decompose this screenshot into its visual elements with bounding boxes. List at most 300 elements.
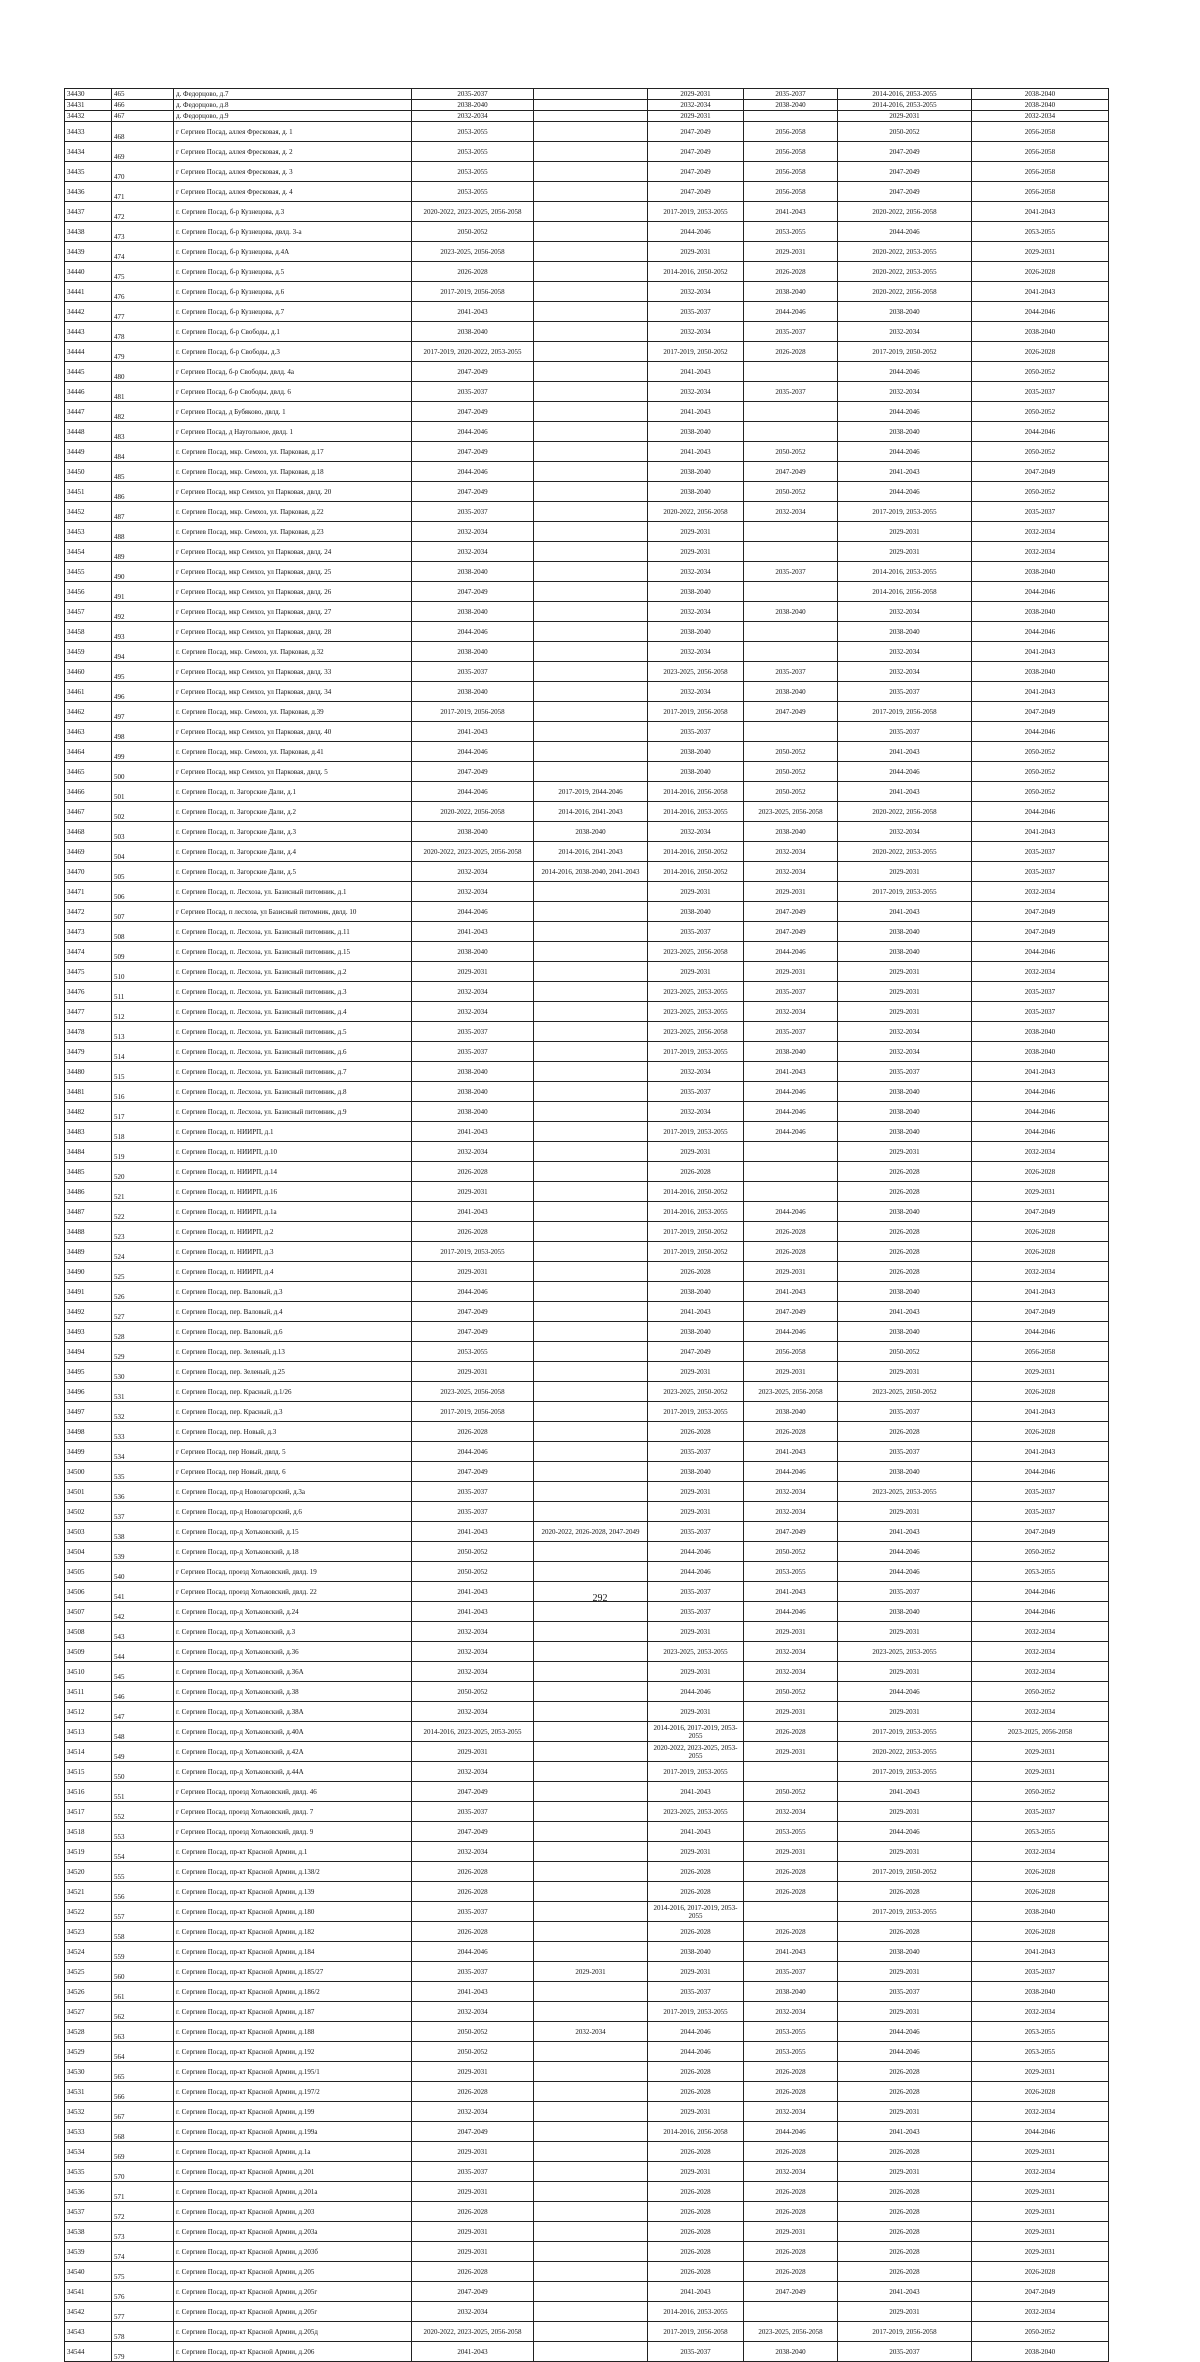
table-cell: 34522 [65, 1902, 112, 1922]
table-cell: 531 [112, 1382, 174, 1402]
table-cell: 471 [112, 182, 174, 202]
table-row [65, 2302, 1109, 2322]
table-cell: 34494 [65, 1342, 112, 1362]
table-cell: 495 [112, 662, 174, 682]
table-cell: 574 [112, 2242, 174, 2262]
table-cell [534, 282, 648, 302]
table-cell [744, 1902, 838, 1922]
table-cell: 2017-2019, 2056-2058 [412, 1402, 534, 1422]
table-cell [534, 2342, 648, 2362]
table-cell: 34520 [65, 1862, 112, 1882]
table-cell: г. Сергиев Посад, пр-д Хотьковский, д.3 [174, 1622, 412, 1642]
table-cell: 2056-2058 [972, 182, 1109, 202]
table-cell: 535 [112, 1462, 174, 1482]
table-cell: 2047-2049 [412, 582, 534, 602]
table-cell: 2032-2034 [412, 882, 534, 902]
table-cell: 34453 [65, 522, 112, 542]
table-cell: 2032-2034 [648, 682, 744, 702]
table-row [65, 1422, 1109, 1442]
table-cell: 548 [112, 1722, 174, 1742]
table-cell: 34543 [65, 2322, 112, 2342]
table-cell [534, 442, 648, 462]
table-cell: г Сергиев Посад, мкр Семхоз, ул Парковая, двлд. 40 [174, 722, 412, 742]
table-cell [534, 402, 648, 422]
table-cell: 479 [112, 342, 174, 362]
table-cell: 2026-2028 [744, 2242, 838, 2262]
table-cell: 2026-2028 [838, 1882, 972, 1902]
table-cell: 2029-2031 [972, 1362, 1109, 1382]
table-cell [534, 2062, 648, 2082]
table-cell: 34499 [65, 1442, 112, 1462]
table-row [65, 2262, 1109, 2282]
table-row [65, 922, 1109, 942]
table-cell: 2017-2019, 2056-2058 [412, 282, 534, 302]
table-cell: 2041-2043 [412, 1122, 534, 1142]
table-row [65, 1222, 1109, 1242]
table-row [65, 1282, 1109, 1302]
table-cell: 2035-2037 [412, 1502, 534, 1522]
table-cell: 2026-2028 [972, 2262, 1109, 2282]
table-cell: 2029-2031 [972, 1762, 1109, 1782]
table-cell: 2041-2043 [744, 202, 838, 222]
table-cell: 2029-2031 [412, 1742, 534, 1762]
table-cell: 2038-2040 [972, 562, 1109, 582]
table-cell: 2044-2046 [744, 1122, 838, 1142]
table-cell [534, 902, 648, 922]
table-cell: 2029-2031 [648, 1482, 744, 1502]
table-cell: 34508 [65, 1622, 112, 1642]
table-cell: 2035-2037 [648, 1602, 744, 1622]
table-cell [534, 202, 648, 222]
table-cell [534, 2262, 648, 2282]
table-cell: 2017-2019, 2053-2055 [648, 1122, 744, 1142]
table-cell [534, 362, 648, 382]
table-cell: 2014-2016, 2023-2025, 2053-2055 [412, 1722, 534, 1742]
table-cell: 541 [112, 1582, 174, 1602]
table-cell: г Сергиев Посад, б-р Свободы, двлд. 6 [174, 382, 412, 402]
table-cell: 2035-2037 [412, 662, 534, 682]
table-cell [534, 1442, 648, 1462]
table-cell: 2023-2025, 2053-2055 [838, 1482, 972, 1502]
table-cell: 2020-2022, 2023-2025, 2056-2058 [412, 2322, 534, 2342]
table-row [65, 1982, 1109, 2002]
table-cell: 2017-2019, 2056-2058 [838, 2322, 972, 2342]
table-cell: 2038-2040 [648, 422, 744, 442]
table-row [65, 2202, 1109, 2222]
table-cell: 2041-2043 [412, 1202, 534, 1222]
table-cell: 34440 [65, 262, 112, 282]
table-cell: 2023-2025, 2053-2055 [648, 982, 744, 1002]
table-cell: г Сергиев Посад, проезд Хотьковский, двлд. 9 [174, 1822, 412, 1842]
table-cell: 483 [112, 422, 174, 442]
table-cell: 2026-2028 [838, 1162, 972, 1182]
table-row [65, 262, 1109, 282]
table-cell: 516 [112, 1082, 174, 1102]
table-cell: 34483 [65, 1122, 112, 1142]
table-cell: 2053-2055 [972, 1562, 1109, 1582]
table-cell [534, 2322, 648, 2342]
table-cell: 2017-2019, 2053-2055 [412, 1242, 534, 1262]
table-cell: 2044-2046 [838, 1822, 972, 1842]
table-cell: 2026-2028 [838, 1262, 972, 1282]
table-cell: 2029-2031 [838, 862, 972, 882]
table-cell: 34439 [65, 242, 112, 262]
table-cell: 2050-2052 [972, 762, 1109, 782]
table-cell: 2035-2037 [648, 1582, 744, 1602]
table-row [65, 1642, 1109, 1662]
table-cell: 34472 [65, 902, 112, 922]
table-cell: 2020-2022, 2056-2058 [838, 802, 972, 822]
table-cell: 2023-2025, 2050-2052 [648, 1382, 744, 1402]
table-cell: 2050-2052 [972, 442, 1109, 462]
table-cell: 579 [112, 2342, 174, 2362]
table-cell [744, 402, 838, 422]
table-cell: 480 [112, 362, 174, 382]
table-cell: 2044-2046 [838, 482, 972, 502]
table-cell: 2050-2052 [412, 2022, 534, 2042]
table-cell: 34487 [65, 1202, 112, 1222]
table-cell: г. Сергиев Посад, пр-кт Красной Армии, д.138/2 [174, 1862, 412, 1882]
table-row [65, 862, 1109, 882]
table-cell [744, 362, 838, 382]
table-cell: 2032-2034 [838, 602, 972, 622]
table-cell: 2026-2028 [838, 2202, 972, 2222]
table-cell: 2041-2043 [412, 1602, 534, 1622]
table-cell: 2032-2034 [412, 1642, 534, 1662]
table-cell: 2038-2040 [838, 1082, 972, 1102]
table-cell: 2035-2037 [972, 1482, 1109, 1502]
table-cell: 467 [112, 111, 174, 122]
table-cell: 2038-2040 [972, 602, 1109, 622]
table-cell: 2032-2034 [972, 1642, 1109, 1662]
table-cell: 34500 [65, 1462, 112, 1482]
table-cell [534, 2102, 648, 2122]
table-cell: 2038-2040 [744, 1402, 838, 1422]
table-cell: 2023-2025, 2053-2055 [648, 1002, 744, 1022]
table-cell: г. Сергиев Посад, пр-кт Красной Армии, д.205д [174, 2322, 412, 2342]
table-cell: 2035-2037 [838, 682, 972, 702]
table-cell: 34511 [65, 1682, 112, 1702]
table-cell: г Сергиев Посад, пер Новый, двлд. 6 [174, 1462, 412, 1482]
table-cell: г Сергиев Посад, мкр Семхоз, ул Парковая, двлд. 5 [174, 762, 412, 782]
table-cell: 2029-2031 [412, 2242, 534, 2262]
table-cell: 476 [112, 282, 174, 302]
table-cell [534, 1782, 648, 1802]
table-cell: 34504 [65, 1542, 112, 1562]
table-cell: 2017-2019, 2050-2052 [838, 342, 972, 362]
table-cell: г. Сергиев Посад, б-р Кузнецова, д.7 [174, 302, 412, 322]
table-cell: 2017-2019, 2053-2055 [648, 2002, 744, 2022]
table-cell [534, 582, 648, 602]
table-cell: 2026-2028 [648, 2142, 744, 2162]
table-cell: 2032-2034 [744, 1662, 838, 1682]
table-cell: 34515 [65, 1762, 112, 1782]
table-cell: 2014-2016, 2050-2052 [648, 1182, 744, 1202]
table-cell: 2029-2031 [648, 111, 744, 122]
table-cell: 2044-2046 [838, 402, 972, 422]
table-row [65, 2142, 1109, 2162]
table-cell: 2041-2043 [838, 1782, 972, 1802]
table-cell: г. Сергиев Посад, пер. Красный, д.3 [174, 1402, 412, 1422]
table-cell: 2032-2034 [972, 1842, 1109, 1862]
table-cell: 519 [112, 1142, 174, 1162]
table-cell: 2029-2031 [412, 1262, 534, 1282]
table-cell: 2014-2016, 2038-2040, 2041-2043 [534, 862, 648, 882]
table-cell: 34531 [65, 2082, 112, 2102]
table-cell: 509 [112, 942, 174, 962]
table-cell [534, 1382, 648, 1402]
table-cell: 34485 [65, 1162, 112, 1182]
table-cell [534, 111, 648, 122]
table-cell: 501 [112, 782, 174, 802]
table-cell: г. Сергиев Посад, пр-кт Красной Армии, д.186/2 [174, 1982, 412, 2002]
table-cell: 34431 [65, 100, 112, 111]
table-cell [744, 422, 838, 442]
table-cell: 2017-2019, 2056-2058 [648, 2322, 744, 2342]
table-cell: 2044-2046 [412, 1282, 534, 1302]
table-row [65, 1862, 1109, 1882]
table-cell: 2047-2049 [412, 482, 534, 502]
table-cell: 34535 [65, 2162, 112, 2182]
table-row [65, 1362, 1109, 1382]
table-row [65, 1442, 1109, 1462]
table-cell [534, 1622, 648, 1642]
table-cell: 546 [112, 1682, 174, 1702]
table-cell: 2029-2031 [412, 2222, 534, 2242]
table-cell: 2041-2043 [744, 1062, 838, 1082]
table-row [65, 242, 1109, 262]
table-cell [744, 1162, 838, 1182]
table-cell: 34457 [65, 602, 112, 622]
table-cell: г. Сергиев Посад, пр-кт Красной Армии, д.205г [174, 2282, 412, 2302]
table-cell: г. Сергиев Посад, пр-кт Красной Армии, д.185/27 [174, 1962, 412, 1982]
table-cell: 485 [112, 462, 174, 482]
table-cell: 2017-2019, 2050-2052 [838, 1862, 972, 1882]
table-cell: г. Сергиев Посад, пр-кт Красной Армии, д.182 [174, 1922, 412, 1942]
table-cell: 2032-2034 [972, 1702, 1109, 1722]
table-cell: 2029-2031 [744, 962, 838, 982]
table-row [65, 322, 1109, 342]
table-cell: 34516 [65, 1782, 112, 1802]
table-cell: 2029-2031 [534, 1962, 648, 1982]
table-cell: г. Сергиев Посад, п. НИИРП, д.14 [174, 1162, 412, 1182]
table-cell [534, 1422, 648, 1442]
table-cell: г. Сергиев Посад, п. Лесхоза, ул. Базисный питомник, д.4 [174, 1002, 412, 1022]
table-cell: 517 [112, 1102, 174, 1122]
table-cell: 2020-2022, 2053-2055 [838, 1742, 972, 1762]
table-cell: 2032-2034 [412, 1842, 534, 1862]
table-cell: 2047-2049 [412, 362, 534, 382]
table-cell: 2029-2031 [648, 1702, 744, 1722]
table-cell [534, 142, 648, 162]
table-cell: 2014-2016, 2050-2052 [648, 262, 744, 282]
table-cell: 34478 [65, 1022, 112, 1042]
table-cell: 2032-2034 [972, 962, 1109, 982]
table-cell: 2041-2043 [972, 822, 1109, 842]
table-cell: 503 [112, 822, 174, 842]
table-cell: 2017-2019, 2056-2058 [648, 702, 744, 722]
table-cell: 2023-2025, 2050-2052 [838, 1382, 972, 1402]
table-cell [534, 962, 648, 982]
table-cell: 2047-2049 [412, 1302, 534, 1322]
table-cell [534, 89, 648, 100]
table-row [65, 762, 1109, 782]
table-cell: 2041-2043 [412, 2342, 534, 2362]
table-cell: 2023-2025, 2056-2058 [648, 1022, 744, 1042]
table-row [65, 2122, 1109, 2142]
table-cell: 2017-2019, 2053-2055 [838, 1722, 972, 1742]
table-cell: 2029-2031 [648, 1622, 744, 1642]
table-cell: 2044-2046 [972, 582, 1109, 602]
table-cell [534, 1342, 648, 1362]
table-cell: 2029-2031 [972, 1182, 1109, 1202]
table-cell: 2047-2049 [744, 702, 838, 722]
table-body [65, 89, 1109, 2362]
table-cell: 34510 [65, 1662, 112, 1682]
table-cell: г. Сергиев Посад, б-р Кузнецова, д.4А [174, 242, 412, 262]
table-cell: 2032-2034 [648, 100, 744, 111]
table-cell: 2029-2031 [648, 89, 744, 100]
table-cell: 2014-2016, 2041-2043 [534, 802, 648, 822]
table-row [65, 742, 1109, 762]
table-row [65, 1102, 1109, 1122]
table-cell: 34467 [65, 802, 112, 822]
table-cell: 2026-2028 [412, 1422, 534, 1442]
table-cell: 2032-2034 [972, 2102, 1109, 2122]
table-cell [534, 2142, 648, 2162]
table-cell: г. Сергиев Посад, п. Загорские Дали, д.2 [174, 802, 412, 822]
table-cell [744, 642, 838, 662]
table-cell: 2032-2034 [744, 842, 838, 862]
table-cell: 2038-2040 [412, 1062, 534, 1082]
table-cell: 2041-2043 [972, 1062, 1109, 1082]
table-cell: 2041-2043 [412, 722, 534, 742]
table-cell: 34536 [65, 2182, 112, 2202]
table-cell [534, 1402, 648, 1422]
table-cell: 2035-2037 [648, 2342, 744, 2362]
table-cell: г. Сергиев Посад, пр-кт Красной Армии, д.199 [174, 2102, 412, 2122]
table-cell: 2038-2040 [412, 322, 534, 342]
table-row [65, 622, 1109, 642]
table-cell: 484 [112, 442, 174, 462]
table-cell: 2032-2034 [412, 1662, 534, 1682]
table-cell: 2026-2028 [838, 1222, 972, 1242]
table-cell: 2026-2028 [412, 2202, 534, 2222]
table-cell: 2017-2019, 2053-2055 [838, 882, 972, 902]
table-cell: 2044-2046 [838, 1682, 972, 1702]
table-row [65, 642, 1109, 662]
table-cell: 2050-2052 [972, 782, 1109, 802]
table-cell: 522 [112, 1202, 174, 1222]
table-row [65, 722, 1109, 742]
table-cell: 2029-2031 [972, 2202, 1109, 2222]
table-cell: 2044-2046 [838, 442, 972, 462]
table-row [65, 1262, 1109, 1282]
table-cell: 2035-2037 [744, 382, 838, 402]
table-cell: 2041-2043 [838, 2282, 972, 2302]
table-cell: г. Сергиев Посад, б-р Кузнецова, двлд. 3-а [174, 222, 412, 242]
table-cell: 578 [112, 2322, 174, 2342]
table-cell: 2044-2046 [972, 1582, 1109, 1602]
table-cell [534, 1642, 648, 1662]
table-cell: 2038-2040 [648, 1322, 744, 1342]
table-cell: 2029-2031 [744, 1742, 838, 1762]
table-cell: 571 [112, 2182, 174, 2202]
table-cell: д. Федорцово, д.8 [174, 100, 412, 111]
table-cell: 34530 [65, 2062, 112, 2082]
table-cell: 2035-2037 [648, 722, 744, 742]
table-cell: 477 [112, 302, 174, 322]
table-cell: 34509 [65, 1642, 112, 1662]
table-cell: 2032-2034 [648, 642, 744, 662]
table-cell [534, 1702, 648, 1722]
table-cell: г. Сергиев Посад, пр-кт Красной Армии, д.1 [174, 1842, 412, 1862]
table-cell: 2053-2055 [972, 1822, 1109, 1842]
table-cell: 2026-2028 [972, 262, 1109, 282]
table-cell: г. Сергиев Посад, пр-кт Красной Армии, д.199а [174, 2122, 412, 2142]
table-cell: 486 [112, 482, 174, 502]
table-cell [534, 622, 648, 642]
table-cell: 2044-2046 [412, 1442, 534, 1462]
table-cell: г. Сергиев Посад, б-р Кузнецова, д.5 [174, 262, 412, 282]
table-cell: 2044-2046 [838, 1542, 972, 1562]
table-cell: г. Сергиев Посад, п. Лесхоза, ул. Базисный питомник, д.7 [174, 1062, 412, 1082]
table-cell: 2023-2025, 2056-2058 [972, 1722, 1109, 1742]
table-cell [534, 502, 648, 522]
table-cell: 34441 [65, 282, 112, 302]
table-cell: г. Сергиев Посад, пер. Валовый, д.3 [174, 1282, 412, 1302]
table-cell: 465 [112, 89, 174, 100]
table-cell: 2032-2034 [838, 1022, 972, 1042]
table-cell: 2032-2034 [972, 1622, 1109, 1642]
table-row [65, 2062, 1109, 2082]
table-cell: 2029-2031 [648, 2102, 744, 2122]
table-cell: 2035-2037 [838, 1442, 972, 1462]
table-cell: 2053-2055 [744, 1822, 838, 1842]
table-cell: 2023-2025, 2053-2055 [648, 1642, 744, 1662]
table-cell: 2032-2034 [838, 322, 972, 342]
table-cell: 2020-2022, 2056-2058 [412, 802, 534, 822]
table-cell: 2032-2034 [972, 522, 1109, 542]
table-cell: 2026-2028 [838, 2182, 972, 2202]
table-cell: 2014-2016, 2017-2019, 2053-2055 [648, 1722, 744, 1742]
table-row [65, 2322, 1109, 2342]
table-cell: 2017-2019, 2050-2052 [648, 342, 744, 362]
table-cell: 2050-2052 [838, 122, 972, 142]
table-cell: г. Сергиев Посад, пр-кт Красной Армии, д.1а [174, 2142, 412, 2162]
page-number: 292 [592, 1593, 608, 1604]
table-cell: 2050-2052 [972, 742, 1109, 762]
table-cell: 2017-2019, 2053-2055 [838, 1762, 972, 1782]
table-cell: 545 [112, 1662, 174, 1682]
table-cell: 2029-2031 [838, 1842, 972, 1862]
table-cell: 2026-2028 [744, 1722, 838, 1742]
table-cell: 2017-2019, 2050-2052 [648, 1222, 744, 1242]
table-cell: 2050-2052 [972, 1782, 1109, 1802]
table-cell: г. Сергиев Посад, пер. Зеленый, д.25 [174, 1362, 412, 1382]
table-cell: 2044-2046 [838, 222, 972, 242]
table-cell: 2047-2049 [972, 702, 1109, 722]
table-cell [534, 1202, 648, 1222]
table-cell: 2050-2052 [744, 742, 838, 762]
table-cell: 2047-2049 [744, 1302, 838, 1322]
table-cell: 2050-2052 [744, 1682, 838, 1702]
table-row [65, 1162, 1109, 1182]
table-row [65, 1622, 1109, 1642]
table-cell: 2032-2034 [744, 1642, 838, 1662]
table-cell: 2026-2028 [648, 2182, 744, 2202]
table-cell: 2026-2028 [972, 1882, 1109, 1902]
